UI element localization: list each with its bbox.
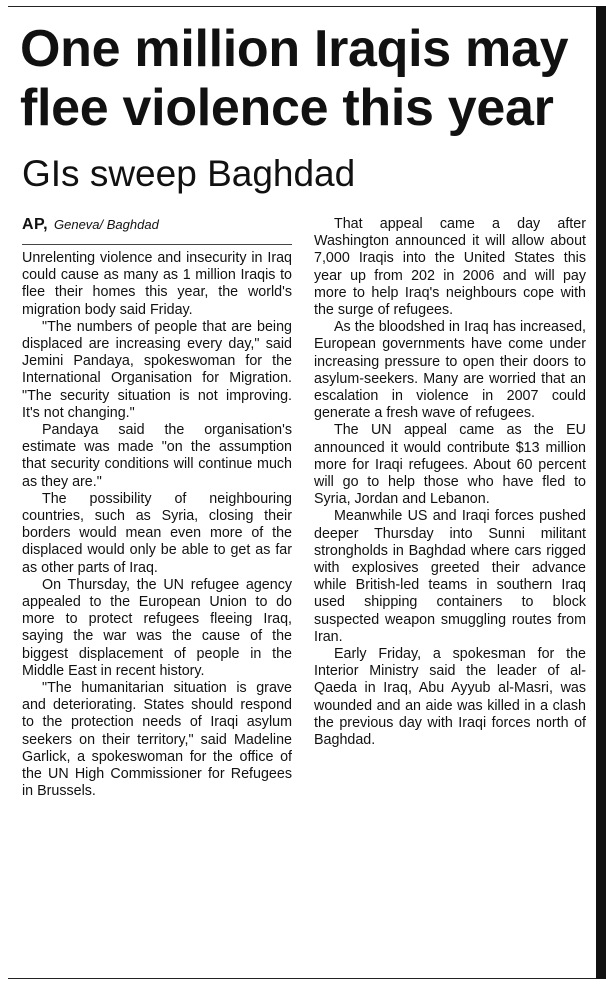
article-column-left xyxy=(22,250,292,801)
headline: One million Iraqis may flee violence this year xyxy=(20,20,569,137)
paragraph: The possibility of neighbouring countries, such as Syria, closing their borders would mean even more of the displaced would only be able to get as far as other parts of Iraq. xyxy=(22,490,292,576)
paragraph: Meanwhile US and Iraqi forces pushed deeper Thursday into Sunni militant strongholds in Baghdad where cars rigged with explosives greeted their advance while British-led teams in southern Iraq used shipping containers to block suspected weapon smuggling routes from Iran. xyxy=(314,508,586,645)
paragraph: That appeal came a day after Washington announced it will allow about 7,000 Iraqis into the United States this year up from 202 in 2006 and will pay more to help Iraq's neighbours cope with the surge of refugees. xyxy=(314,216,586,319)
paragraph: The UN appeal came as the EU announced it would contribute $13 million more for Iraqi refugees. About 60 percent will go to help those who have fled to Syria, Jordan and Lebanon. xyxy=(314,422,586,508)
subheadline: GIs sweep Baghdad xyxy=(22,153,356,194)
paragraph: "The numbers of people that are being displaced are increasing every day," said Jemini Pandaya, spokeswoman for the International Organisation for Migration. "The security situation is not improving. It's not changing." xyxy=(22,318,292,421)
bottom-border-rule xyxy=(8,978,596,979)
byline xyxy=(22,216,292,234)
byline-divider xyxy=(22,244,292,245)
byline-location: Geneva/ Baghdad xyxy=(54,217,159,232)
article-column-right xyxy=(314,216,586,749)
paragraph: "The humanitarian situation is grave and deteriorating. States should respond to the protection needs of Iraqi asylum seekers on their territory," said Madeline Garlick, a spokeswoman for the office of the UN High Commissioner for Refugees in Brussels. xyxy=(22,680,292,800)
paragraph: Pandaya said the organisation's estimate was made "on the assumption that security conditions will continue much as they are." xyxy=(22,422,292,490)
right-border-bar xyxy=(596,6,606,979)
top-border-rule xyxy=(8,6,596,7)
paragraph: Unrelenting violence and insecurity in Iraq could cause as many as 1 million Iraqis to flee their homes this year, the world's migration body said Friday. xyxy=(22,250,292,318)
paragraph: On Thursday, the UN refugee agency appealed to the European Union to do more to protect refugees fleeing Iraq, saying the war was the cause of the biggest displacement of people in the Middle East in recent history. xyxy=(22,576,292,679)
paragraph: Early Friday, a spokesman for the Interior Ministry said the leader of al-Qaeda in Iraq, Abu Ayyub al-Masri, was wounded and an aide was killed in a clash the previous day with Iraqi forces north of Baghdad. xyxy=(314,646,586,749)
paragraph: As the bloodshed in Iraq has increased, European governments have come under increasing pressure to open their doors to asylum-seekers. Many are worried that an escalation in violence in 2007 could generate a fresh wave of refugees. xyxy=(314,319,586,422)
byline-agency: AP, xyxy=(22,216,49,233)
